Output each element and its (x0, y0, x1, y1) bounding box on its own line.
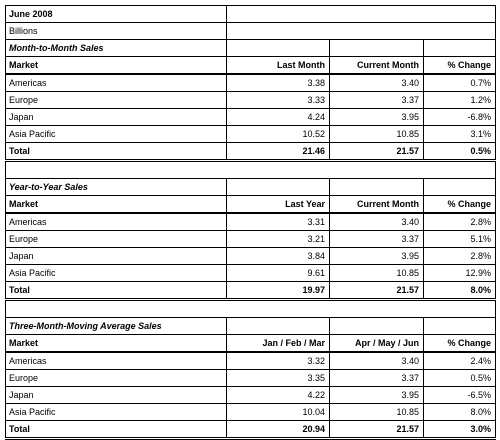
section-title: Month-to-Month Sales (6, 40, 227, 57)
change-cell: 5.1% (424, 231, 496, 248)
value-cell: 10.85 (330, 265, 424, 282)
blank-cell (227, 318, 330, 335)
value-cell: 3.21 (227, 231, 330, 248)
table-row (6, 370, 496, 387)
value-cell: 10.04 (227, 404, 330, 421)
column-header: Market (6, 57, 227, 75)
value-cell: 3.40 (330, 213, 424, 231)
market-cell: Europe (6, 92, 227, 109)
blank-cell (330, 318, 424, 335)
market-cell: Japan (6, 248, 227, 265)
table-row (6, 387, 496, 404)
spacer-row (6, 300, 496, 318)
value-cell: 10.52 (227, 126, 330, 143)
column-header: % Change (424, 57, 496, 75)
change-cell: 0.7% (424, 74, 496, 92)
table-row (6, 352, 496, 370)
value-cell: 10.85 (330, 404, 424, 421)
blank-cell (227, 179, 330, 196)
total-value: 21.46 (227, 143, 330, 161)
change-cell: 3.1% (424, 126, 496, 143)
change-cell: 0.5% (424, 370, 496, 387)
blank-cell (6, 161, 496, 179)
market-cell: Europe (6, 231, 227, 248)
value-cell: 3.95 (330, 248, 424, 265)
blank-cell (424, 40, 496, 57)
table-row (6, 213, 496, 231)
total-value: 20.94 (227, 421, 330, 439)
column-header-row (6, 196, 496, 214)
value-cell: 3.95 (330, 109, 424, 126)
blank-cell (227, 23, 496, 40)
value-cell: 4.24 (227, 109, 330, 126)
change-cell: 2.4% (424, 352, 496, 370)
market-cell: Americas (6, 352, 227, 370)
value-cell: 3.33 (227, 92, 330, 109)
section-title-row (6, 179, 496, 196)
change-cell: -6.8% (424, 109, 496, 126)
change-cell: 8.0% (424, 404, 496, 421)
value-cell: 3.40 (330, 352, 424, 370)
value-cell: 3.38 (227, 74, 330, 92)
market-cell: Asia Pacific (6, 126, 227, 143)
section-title: Three-Month-Moving Average Sales (6, 318, 227, 335)
report-units: Billions (6, 23, 227, 40)
blank-cell (330, 40, 424, 57)
value-cell: 9.61 (227, 265, 330, 282)
table-row (6, 92, 496, 109)
value-cell: 3.95 (330, 387, 424, 404)
change-cell: 2.8% (424, 213, 496, 231)
change-cell: 1.2% (424, 92, 496, 109)
value-cell: 3.84 (227, 248, 330, 265)
value-cell: 3.35 (227, 370, 330, 387)
market-cell: Japan (6, 387, 227, 404)
total-value: 21.57 (330, 143, 424, 161)
total-value: 21.57 (330, 282, 424, 300)
column-header: Last Month (227, 57, 330, 75)
report-units-row (6, 23, 496, 40)
value-cell: 3.31 (227, 213, 330, 231)
column-header: Current Month (330, 196, 424, 214)
total-change: 8.0% (424, 282, 496, 300)
blank-cell (227, 6, 496, 23)
sales-report-table (5, 5, 496, 440)
total-value: 19.97 (227, 282, 330, 300)
report-date: June 2008 (6, 6, 227, 23)
report-date-row (6, 6, 496, 23)
total-label: Total (6, 143, 227, 161)
column-header-row (6, 335, 496, 353)
change-cell: 2.8% (424, 248, 496, 265)
total-value: 21.57 (330, 421, 424, 439)
table-row (6, 248, 496, 265)
table-row (6, 74, 496, 92)
blank-cell (424, 318, 496, 335)
market-cell: Japan (6, 109, 227, 126)
table-row (6, 126, 496, 143)
blank-cell (424, 179, 496, 196)
market-cell: Americas (6, 74, 227, 92)
column-header: % Change (424, 335, 496, 353)
spacer-row (6, 161, 496, 179)
section-title-row (6, 318, 496, 335)
change-cell: 12.9% (424, 265, 496, 282)
column-header: Current Month (330, 57, 424, 75)
blank-cell (227, 40, 330, 57)
column-header: Apr / May / Jun (330, 335, 424, 353)
market-cell: Europe (6, 370, 227, 387)
table-row (6, 109, 496, 126)
table-row (6, 231, 496, 248)
value-cell: 4.22 (227, 387, 330, 404)
column-header: Jan / Feb / Mar (227, 335, 330, 353)
market-cell: Asia Pacific (6, 265, 227, 282)
total-row (6, 282, 496, 300)
column-header: Market (6, 335, 227, 353)
section-title-row (6, 40, 496, 57)
change-cell: -6.5% (424, 387, 496, 404)
total-label: Total (6, 421, 227, 439)
value-cell: 3.40 (330, 74, 424, 92)
table-row (6, 404, 496, 421)
market-cell: Americas (6, 213, 227, 231)
total-change: 0.5% (424, 143, 496, 161)
blank-cell (330, 179, 424, 196)
table-row (6, 265, 496, 282)
column-header: Market (6, 196, 227, 214)
value-cell: 3.37 (330, 231, 424, 248)
total-change: 3.0% (424, 421, 496, 439)
value-cell: 10.85 (330, 126, 424, 143)
column-header-row (6, 57, 496, 75)
value-cell: 3.37 (330, 370, 424, 387)
column-header: % Change (424, 196, 496, 214)
total-label: Total (6, 282, 227, 300)
market-cell: Asia Pacific (6, 404, 227, 421)
value-cell: 3.32 (227, 352, 330, 370)
section-title: Year-to-Year Sales (6, 179, 227, 196)
value-cell: 3.37 (330, 92, 424, 109)
column-header: Last Year (227, 196, 330, 214)
blank-cell (6, 300, 496, 318)
total-row (6, 143, 496, 161)
